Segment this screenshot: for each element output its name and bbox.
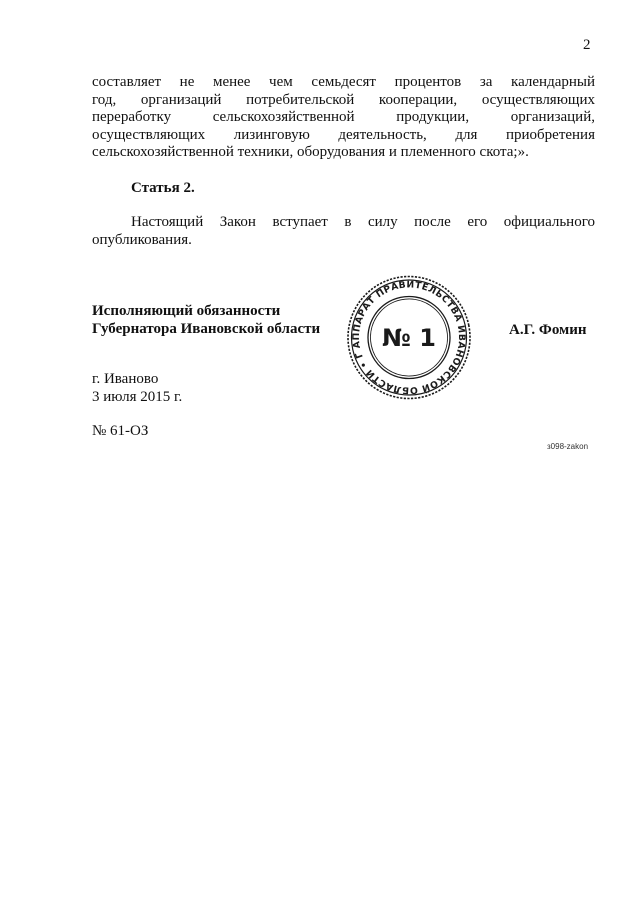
article-heading: Статья 2. — [131, 180, 195, 196]
signatory-name: А.Г. Фомин — [509, 322, 587, 338]
signatory-position-line: Губернатора Ивановской области — [92, 321, 321, 337]
stamp-center-number: № 1 — [382, 324, 436, 352]
paragraph-line: переработку сельскохозяйственной продукции, организаций, — [92, 109, 595, 125]
body-paragraph-1 — [92, 74, 595, 162]
paragraph-line: осуществляющих лизинговую деятельность, для приобретения — [92, 126, 595, 143]
paragraph-line: составляет не менее чем семьдесят процентов за календарный — [92, 74, 595, 90]
paragraph-line: опубликования. — [92, 231, 192, 248]
paragraph-line: сельскохозяйственной техники, оборудования и племенного скота;». — [92, 144, 529, 160]
paragraph-line: год, организаций потребительской кооперации, осуществляющих — [92, 91, 595, 108]
page-number: 2 — [583, 37, 591, 53]
city: г. Иваново — [92, 371, 159, 387]
stamp-seal-icon — [344, 275, 474, 400]
signing-date: 3 июля 2015 г. — [92, 389, 183, 405]
file-code: з098-zakon — [547, 442, 589, 451]
stamp-ring-text: АППАРАТ ПРАВИТЕЛЬСТВА ИВАНОВСКОЙ ОБЛАСТИ • ГЛАВНОЕ — [350, 279, 468, 396]
official-stamp — [344, 275, 474, 400]
body-paragraph-2 — [92, 214, 595, 249]
signatory-position — [92, 302, 320, 338]
paragraph-line: Настоящий Закон вступает в силу после его официального — [131, 214, 595, 230]
place-and-date — [92, 370, 182, 406]
signatory-position-line: Исполняющий обязанности — [92, 303, 281, 319]
law-number: № 61-ОЗ — [92, 423, 149, 439]
